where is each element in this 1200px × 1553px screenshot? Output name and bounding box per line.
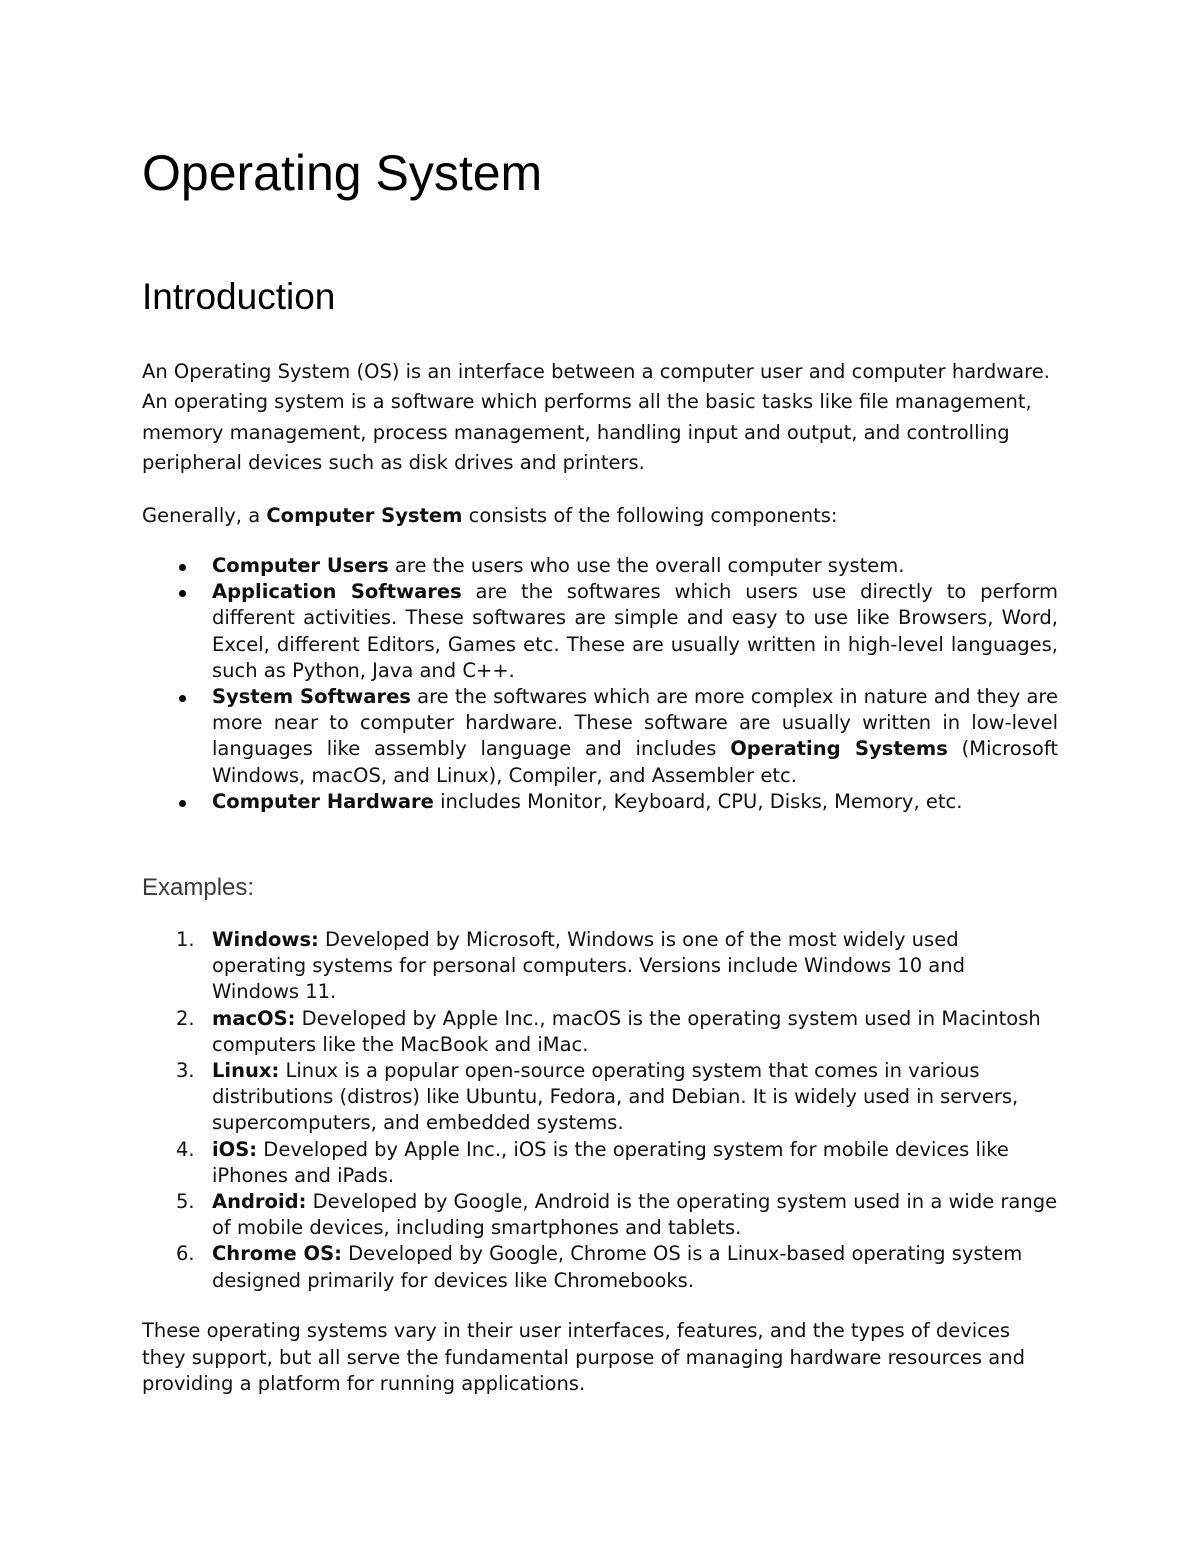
component-text: are the softwares which users use directly to perform different activities. These softwares are simple and easy to use like Browsers, Word, Excel, different Editors, Games etc. These are usually written in high-level languages, such as Python, Java and C++. — [212, 580, 1058, 682]
introduction-heading: Introduction — [142, 276, 336, 317]
example-name: Linux: — [212, 1059, 280, 1083]
example-text: Developed by Google, Chrome OS is a Linux-based operating system designed primarily for devices like Chromebooks. — [212, 1242, 1023, 1292]
component-term: Computer Users — [212, 554, 389, 577]
introduction-paragraph: An Operating System (OS) is an interface between a computer user and computer hardware. An operating system is a software which performs all the basic tasks like file management, memory management, process management, handling input and output, and controlling peripheral devices such as disk drives and printers. — [142, 360, 1050, 474]
bullet-icon — [179, 564, 186, 571]
components-lead-suffix: consists of the following components: — [462, 504, 838, 527]
component-text: are the users who use the overall computer system. — [388, 554, 905, 577]
list-number: 2. — [176, 1006, 195, 1030]
list-number: 1. — [176, 928, 195, 951]
component-term: System Softwares — [212, 685, 411, 709]
example-name: Android: — [212, 1190, 307, 1214]
list-number: 3. — [176, 1059, 195, 1083]
list-item — [142, 1137, 1058, 1189]
example-name: macOS: — [212, 1006, 296, 1030]
list-item — [142, 789, 1058, 815]
components-list — [142, 553, 1058, 815]
components-lead — [142, 502, 837, 530]
components-lead-prefix: Generally, a — [142, 504, 267, 527]
list-number: 6. — [176, 1242, 195, 1266]
list-number: 5. — [176, 1190, 195, 1214]
page-title: Operating System — [142, 145, 543, 201]
bullet-icon — [179, 590, 186, 597]
closing-paragraph: These operating systems vary in their user interfaces, features, and the types of devices they support, but all serve the fundamental purpose of managing hardware resources and providing a platform for running applications. — [142, 1319, 1025, 1395]
list-item — [142, 684, 1058, 789]
example-name: Windows: — [212, 928, 319, 951]
component-term-secondary: Operating Systems — [730, 737, 948, 761]
component-text-secondary: (Microsoft Windows, macOS, and Linux), Compiler, and Assembler etc. — [212, 737, 1058, 787]
examples-list — [142, 927, 1058, 1294]
components-lead-bold: Computer System — [266, 504, 463, 527]
example-text: Developed by Google, Android is the operating system used in a wide range of mobile devices, including smartphones and tablets. — [212, 1190, 1058, 1240]
list-item — [142, 1189, 1058, 1241]
example-text: Developed by Microsoft, Windows is one of the most widely used operating systems for personal computers. Versions include Windows 10 and Windows 11. — [212, 928, 965, 1004]
component-term: Application Softwares — [212, 580, 462, 604]
bullet-icon — [179, 695, 186, 702]
list-item — [142, 1058, 1058, 1137]
examples-heading: Examples: — [142, 874, 255, 901]
component-text: are the softwares which are more complex in nature and they are more near to computer hardware. These software are usually written in low-level languages like assembly language and includes — [212, 685, 1059, 761]
list-item — [142, 927, 1058, 1006]
example-text: Developed by Apple Inc., macOS is the operating system used in Macintosh computers like the MacBook and iMac. — [212, 1006, 1041, 1056]
list-item — [142, 579, 1058, 684]
example-name: iOS: — [212, 1137, 258, 1161]
list-item — [142, 1241, 1058, 1293]
example-text: Developed by Apple Inc., iOS is the operating system for mobile devices like iPhones and iPads. — [212, 1137, 1009, 1187]
list-number: 4. — [176, 1137, 195, 1161]
example-text: Linux is a popular open-source operating system that comes in various distributions (distros) like Ubuntu, Fedora, and Debian. It is widely used in servers, supercomputers, and embedded systems. — [212, 1059, 1019, 1135]
component-term: Computer Hardware — [212, 789, 434, 813]
component-text: includes Monitor, Keyboard, CPU, Disks, Memory, etc. — [433, 789, 963, 813]
example-name: Chrome OS: — [212, 1242, 342, 1266]
list-item — [142, 553, 1058, 579]
bullet-icon — [179, 800, 186, 807]
list-item — [142, 1006, 1058, 1058]
